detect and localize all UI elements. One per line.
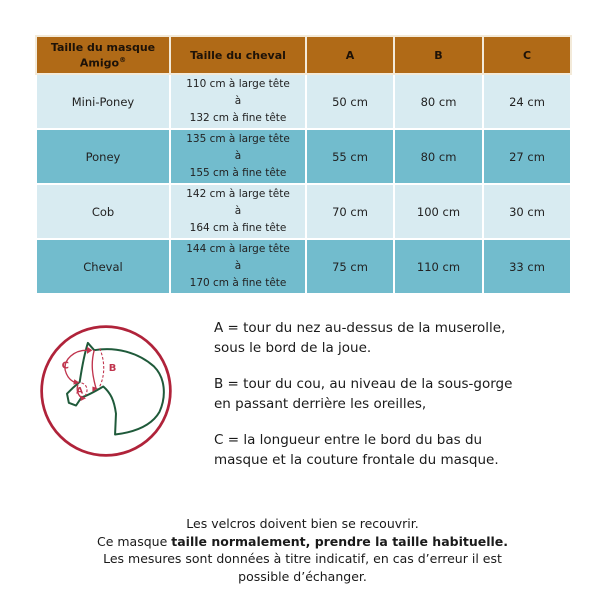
range-to: 132 cm à fine tête xyxy=(189,112,287,124)
legend-c-line1: C = la longueur entre le bord du bas du xyxy=(214,432,483,448)
header-horse-size: Taille du cheval xyxy=(170,36,306,74)
row-a: 50 cm xyxy=(306,74,394,129)
row-name: Poney xyxy=(36,129,170,184)
range-from: 144 cm à large tête xyxy=(186,243,290,255)
table-row xyxy=(36,74,571,129)
measurement-legend xyxy=(214,318,584,486)
range-sep: à xyxy=(234,260,242,272)
row-b: 80 cm xyxy=(394,74,483,129)
row-range xyxy=(170,239,306,294)
row-c: 24 cm xyxy=(483,74,571,129)
footer-line2-bold: taille normalement, prendre la taille habituelle. xyxy=(171,533,509,549)
legend-a-line2: sous le bord de la joue. xyxy=(214,340,372,356)
measure-b-line xyxy=(92,350,96,388)
row-name: Cheval xyxy=(36,239,170,294)
range-to: 164 cm à fine tête xyxy=(189,222,287,234)
range-to: 155 cm à fine tête xyxy=(189,167,287,179)
row-range xyxy=(170,184,306,239)
range-sep: à xyxy=(234,95,242,107)
row-b: 100 cm xyxy=(394,184,483,239)
table-row xyxy=(36,129,571,184)
legend-b xyxy=(214,374,584,414)
row-a: 75 cm xyxy=(306,239,394,294)
row-c: 27 cm xyxy=(483,129,571,184)
range-sep: à xyxy=(234,150,242,162)
header-mask-size xyxy=(36,36,170,74)
legend-b-line2: en passant derrière les oreilles, xyxy=(214,396,427,412)
row-name: Cob xyxy=(36,184,170,239)
footer-line1: Les velcros doivent bien se recouvrir. xyxy=(186,516,419,531)
footer-line2 xyxy=(40,533,565,551)
range-to: 170 cm à fine tête xyxy=(189,277,287,289)
legend-a-line1: A = tour du nez au-dessus de la muserolle, xyxy=(214,320,506,336)
header-mask-brand: Amigo xyxy=(79,56,120,70)
horse-head-diagram xyxy=(38,323,174,459)
legend-a xyxy=(214,318,584,358)
range-from: 135 cm à large tête xyxy=(186,133,290,145)
label-a: A xyxy=(76,386,84,397)
footer-line3: Les mesures sont données à titre indicatif, en cas d’erreur il est xyxy=(103,551,502,566)
footer-line2-prefix: Ce masque xyxy=(96,533,172,549)
diagram-circle xyxy=(42,327,171,456)
footer-line4: possible d’échanger. xyxy=(238,568,367,584)
row-c: 33 cm xyxy=(483,239,571,294)
row-c: 30 cm xyxy=(483,184,571,239)
legend-c-line2: masque et la couture frontale du masque. xyxy=(214,452,499,468)
range-from: 142 cm à large tête xyxy=(186,188,290,200)
header-mask-size-label: Taille du masque xyxy=(50,40,156,54)
legend-c xyxy=(214,430,584,470)
row-b: 80 cm xyxy=(394,129,483,184)
table-row xyxy=(36,184,571,239)
row-range xyxy=(170,129,306,184)
legend-b-line1: B = tour du cou, au niveau de la sous-gorge xyxy=(214,376,513,392)
measure-b-dashed xyxy=(100,348,104,386)
row-name: Mini-Poney xyxy=(36,74,170,129)
label-c: C xyxy=(61,360,69,372)
header-c: C xyxy=(483,36,571,74)
table-row xyxy=(36,239,571,294)
range-sep: à xyxy=(234,205,242,217)
range-from: 110 cm à large tête xyxy=(186,78,290,90)
footer-notes xyxy=(40,515,565,585)
size-table xyxy=(35,35,572,295)
row-a: 55 cm xyxy=(306,129,394,184)
registered-mark: ® xyxy=(119,55,127,64)
row-range xyxy=(170,74,306,129)
row-a: 70 cm xyxy=(306,184,394,239)
header-a: A xyxy=(306,36,394,74)
header-b: B xyxy=(394,36,483,74)
table-header-row xyxy=(36,36,571,74)
label-b: B xyxy=(108,363,117,375)
row-b: 110 cm xyxy=(394,239,483,294)
